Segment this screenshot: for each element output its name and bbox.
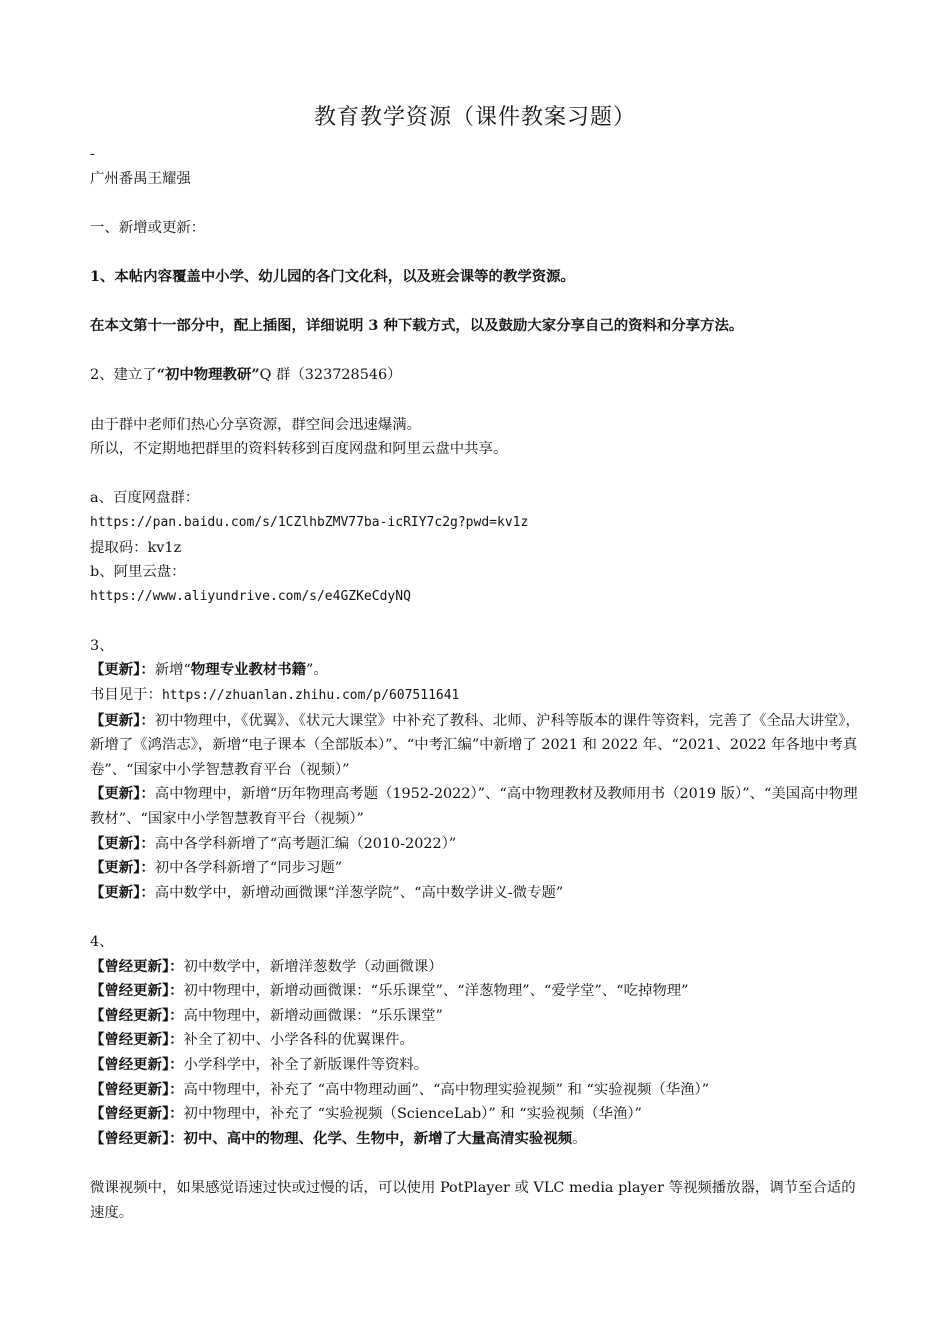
baidu-code: 提取码：kv1z <box>90 539 182 556</box>
section2-para2: 所以，不定期地把群里的资料转移到百度网盘和阿里云盘中共享。 <box>90 441 508 458</box>
aliyun-label: b、阿里云盘： <box>90 564 186 581</box>
past-update-item: 【曾经更新】：补全了初中、小学各科的优翼课件。 <box>90 1031 414 1049</box>
section2-para1: 由于群中老师们热心分享资源，群空间会迅速爆满。 <box>90 416 421 433</box>
update-item: 【更新】：高中物理中，新增“历年物理高考题（1952-2022）”、“高中物理教材及教师用书（2019 版）”、“美国高中物理教材”、“国家中小学智慧教育平台（视频）” <box>90 785 858 828</box>
booklist-link-line: 书目见于：https://zhuanlan.zhihu.com/p/607511641 <box>90 687 460 704</box>
update-item: 【更新】：新增“物理专业教材书籍”。 <box>90 661 328 679</box>
page-title: 教育教学资源（课件教案习题） <box>313 105 636 130</box>
section2-heading: 2、建立了“初中物理教研”Q 群（323728546） <box>90 366 402 384</box>
update-item: 【更新】：高中各学科新增了“高考题汇编（2010-2022）” <box>90 834 457 852</box>
update-item: 【更新】：初中物理中，《优翼》、《状元大课堂》中补充了教科、北师、沪科等版本的课件等资料，完善了《全品大讲堂》，新增了《鸿浩志》，新增“电子课本（全部版本）”、“中考汇编”中新增了 2021 和 2022 年、“2021、2022 年各地中考真卷”、“国家中小学智慧教育平台（视频）” <box>90 711 860 778</box>
author: 广州番禺王耀强 <box>90 170 191 187</box>
aliyun-link[interactable]: https://www.aliyundrive.com/s/e4GZKeCdyNQ <box>90 588 411 604</box>
past-update-item: 【曾经更新】：初中物理中，新增动画微课：“乐乐课堂”、“洋葱物理”、“爱学堂”、“吃掉物理” <box>90 982 689 1000</box>
section1-item2: 在本文第十一部分中，配上插图，详细说明 3 种下载方式，以及鼓励大家分享自己的资料和分享方法。 <box>90 317 744 335</box>
document-body <box>90 142 865 1225</box>
section4-number: 4、 <box>90 934 114 950</box>
footer-note: 微课视频中，如果感觉语速过快或过慢的话，可以使用 PotPlayer 或 VLC media player 等视频播放器，调节至合适的速度。 <box>90 1179 856 1221</box>
baidu-link[interactable]: https://pan.baidu.com/s/1CZlhbZMV77ba-icRIY7c2g?pwd=kv1z <box>90 514 529 530</box>
past-update-item: 【曾经更新】：初中数学中，新增洋葱数学（动画微课） <box>90 957 443 975</box>
past-update-item: 【曾经更新】：初中、高中的物理、化学、生物中，新增了大量高清实验视频。 <box>90 1129 587 1147</box>
past-update-item: 【曾经更新】：高中物理中，补充了 “高中物理动画”、“高中物理实验视频” 和 “实验视频（华渔）” <box>90 1080 710 1098</box>
zhihu-link[interactable]: https://zhuanlan.zhihu.com/p/607511641 <box>161 688 460 704</box>
section1-heading: 一、新增或更新： <box>90 219 206 236</box>
baidu-label: a、百度网盘群： <box>90 490 200 507</box>
section1-item1: 1、本帖内容覆盖中小学、幼儿园的各门文化科，以及班会课等的教学资源。 <box>90 267 575 285</box>
past-update-item: 【曾经更新】：初中物理中，补充了 “实验视频（ScienceLab）” 和 “实验视频（华渔）” <box>90 1105 642 1123</box>
dash-marker: - <box>90 146 95 162</box>
update-item: 【更新】：高中数学中，新增动画微课“洋葱学院”、“高中数学讲义-微专题” <box>90 883 564 901</box>
past-update-item: 【曾经更新】：小学科学中，补全了新版课件等资料。 <box>90 1055 429 1073</box>
update-item: 【更新】：初中各学科新增了“同步习题” <box>90 859 343 877</box>
past-update-item: 【曾经更新】：高中物理中，新增动画微课：“乐乐课堂” <box>90 1006 443 1024</box>
section3-number: 3、 <box>90 637 114 654</box>
